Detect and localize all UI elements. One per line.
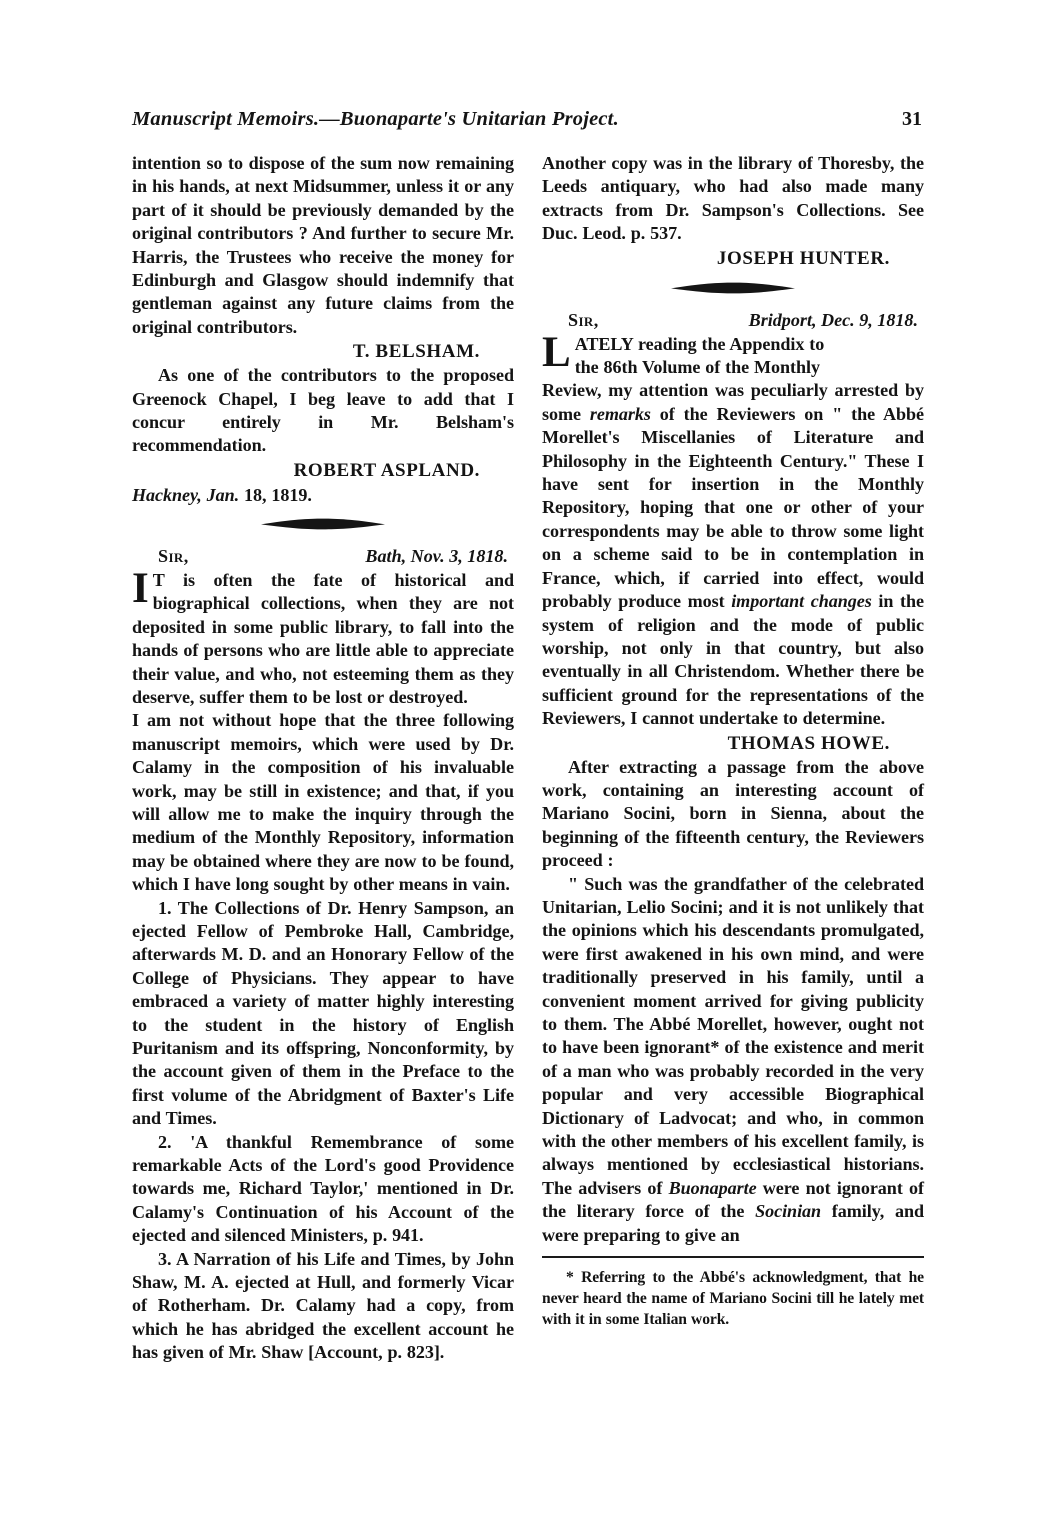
paragraph-after-extract: After extracting a passage from the above work, containing an interesting account of Mariano Socini, born in Sienna, about the beginning of the fifteenth century, the Reviewers proceed : [542, 756, 924, 871]
list-item-3: 3. A Narration of his Life and Times, by John Shaw, M. A. ejected at Hull, and formerly Vicar of Rotherham. Dr. Calamy had a copy, from which he has abridged the excellent account he has given of Mr. Shaw [Account, p. 823]. [132, 1248, 514, 1363]
leaf-ornament-icon [670, 282, 796, 294]
dateline-hackney [132, 483, 514, 507]
paragraph-aspland-note: As one of the contributors to the proposed Greenock Chapel, I beg leave to add that I concur entirely in Mr. Belsham's recommendation. [132, 365, 514, 456]
place-date-bath: Bath, Nov. 3, 1818. [365, 545, 508, 566]
page-number: 31 [902, 108, 922, 130]
quote-part-d: family, and were preparing to give an [542, 1201, 924, 1245]
leaf-ornament-icon [260, 518, 386, 530]
letter-howe-block [542, 328, 924, 380]
footnote-text: * Referring to the Abbé's acknowledgment, that he never heard the name of Mariano Socini till he lately met with it in some Italian work. [542, 1269, 924, 1329]
dateline-bath [132, 544, 514, 569]
letter-opening-block [132, 564, 514, 709]
signature-belsham: T. BELSHAM. [352, 341, 480, 363]
paragraph-continued-intention: intention so to dispose of the sum now remaining in his hands, at next Midsummer, unless it or any part of it should be previously demanded by the original contributors ? And further to secure Mr. Harris, the Trustees who receive the money for Edinburgh and Glasgow should indemnify that gentleman against any future claims from the original contributors. [132, 153, 514, 337]
footnote-marker-asterisk: * [710, 1037, 720, 1058]
left-column [132, 152, 514, 1365]
howe-body-part-c: in the system of religion and the mode of public worship, not only in that country, but also eventually in all Christendom. Whether there be sufficient ground for the representations of the Reviewers, I cannot undertake to determine. [542, 591, 924, 729]
howe-body-part-a: Review, my attention was peculiarly arrested by some [542, 380, 924, 424]
dateline-date: 18, 1819. [239, 484, 312, 505]
ornament-divider-right [542, 271, 924, 305]
salutation-sir-left: Sir, [158, 545, 189, 566]
place-date-bridport: Bridport, Dec. 9, 1818. [748, 309, 918, 330]
quote-part-b: of the existence and merit of a man who was probably recorded in the very popular and very accessible Biographical Dictionary of Ladvocat; and who, in common with the other members of his excellent family, is always mentioned by ecclesiastical historians. The advisers of [542, 1037, 924, 1198]
emphasis-buonaparte: Buonaparte [668, 1177, 757, 1198]
dateline-place: Hackney, Jan. [132, 484, 240, 505]
signature-howe: THOMAS HOWE. [727, 732, 890, 754]
howe-body-part-b: of the Reviewers on " the Abbé Morellet's Miscellanies of Literature and Philosophy in the Eighteenth Century." These I have sent for insertion in the Monthly Repository, hoping that one or other of your correspondents may be able to throw some light on a scheme said to be in contemplation in France, which, if carried into effect, would probably produce most [542, 403, 924, 612]
emphasis-important-changes: important changes [731, 591, 872, 612]
right-column [542, 152, 924, 1365]
running-head-title: Manuscript Memoirs.—Buonaparte's Unitarian Project. [132, 108, 619, 130]
quote-part-a: " Such was the grandfather of the celebrated Unitarian, Lelio Socini; and it is not unlikely that the opinions which his descendants promulgated, were first awakened in his own mind, and were traditionally preserved in his family, until a convenient moment arrived for giving publicity to them. The Abbé Morellet, however, ought not to have been ignorant [542, 873, 924, 1058]
list-item-2: 2. 'A thankful Remembrance of some remarkable Acts of the Lord's good Providence towards me, Richard Taylor,' mentioned in Dr. Calamy's Continuation of his Account of the ejected and silenced Ministers, p. 941. [132, 1131, 514, 1246]
running-head [132, 108, 922, 131]
body-columns [132, 152, 924, 1365]
drop-cap-initial-left: I [132, 564, 149, 612]
signature-aspland: ROBERT ASPLAND. [293, 459, 480, 481]
list-item-1: 1. The Collections of Dr. Henry Sampson, an ejected Fellow of Pembroke Hall, Cambridge, afterwards M. D. and an Honorary Fellow of the College of Physicians. They appear to have embraced a variety of matter highly interesting to the student in the history of English Puritanism and its offspring, Nonconformity, by the account given of them in the Preface to the first volume of the Abridgment of Baxter's Life and Times. [132, 897, 514, 1129]
letter-line-1: ATELY reading the Appendix to [574, 333, 825, 354]
paragraph-howe-body [542, 379, 924, 730]
paragraph-quotation [542, 873, 924, 1248]
drop-cap-initial-right: L [542, 328, 571, 376]
dateline-bridport [542, 308, 924, 333]
ornament-divider-left [132, 507, 514, 541]
emphasis-remarks: remarks [589, 403, 651, 424]
letter-line-2: the 86th Volume of the Monthly [574, 357, 820, 378]
paragraph-continued-thoresby: Another copy was in the library of Thoresby, the Leeds antiquary, who had also made many extracts from Dr. Sampson's Collections. See Duc. Leod. p. 537. [542, 153, 924, 244]
signature-hunter: JOSEPH HUNTER. [716, 247, 890, 269]
paragraph-letter-opening-rest: I am not without hope that the three following manuscript memoirs, which were used by Dr. Calamy in the composition of his invaluable work, may be still in existence; and that, if you will allow me to make the inquiry through the medium of the Monthly Repository, information may be obtained where they are now to be found, which I have long sought by other means in vain. [132, 710, 514, 895]
emphasis-socinian: Socinian [755, 1201, 822, 1222]
paragraph-letter-opening: T is often the fate of historical and biographical collections, when they are not deposited in some public library, to fall into the hands of persons who are little able to appreciate their value, and who, not esteeming them as they deserve, suffer them to be lost or destroyed. [132, 569, 514, 707]
quote-part-c: were not ignorant of the literary force of the [542, 1177, 924, 1222]
salutation-sir-right: Sir, [568, 309, 599, 330]
